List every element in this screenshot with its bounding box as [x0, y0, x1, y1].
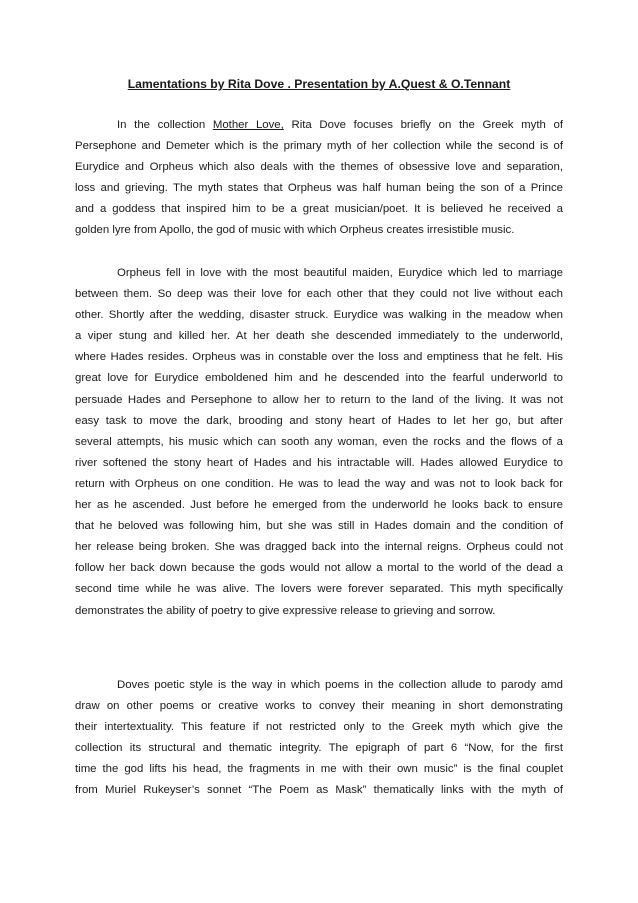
- paragraph-line: time the god lifts his head, the fragments in me with their own music” is the final couplet: [75, 763, 563, 776]
- paragraph-line: easy task to move the dark, brooding and stony heart of Hades to let her go, but after: [75, 414, 563, 427]
- paragraph-line: her release being broken. She was dragged back into the internal reigns. Orpheus could not: [75, 541, 563, 554]
- paragraph-line: river softened the stony heart of Hades and his intractable will. Hades allowed Eurydice to: [75, 456, 563, 469]
- paragraph-line: from Muriel Rukeyser’s sonnet “The Poem as Mask” thematically links with the myth of: [75, 784, 563, 797]
- paragraph-line: golden lyre from Apollo, the god of music with which Orpheus creates irresistible music.: [75, 224, 515, 237]
- paragraph-line: return with Orpheus on one condition. He was to lead the way and was not to look back for: [75, 477, 563, 490]
- paragraph-line: Orpheus fell in love with the most beautiful maiden, Eurydice which led to marriage: [117, 267, 563, 279]
- paragraph-line: Eurydice and Orpheus which also deals with the themes of obsessive love and separation,: [75, 161, 563, 174]
- paragraph-line: their intertextuality. This feature if not restricted only to the Greek myth which give the: [75, 721, 563, 734]
- paragraph-1: [75, 115, 563, 242]
- book-title-mother-love: Mother Love,: [212, 119, 284, 131]
- text-run: In the collection: [117, 119, 213, 131]
- paragraph-line: persuade Hades and Persephone to allow her to return to the land of the living. It was not: [75, 393, 563, 406]
- paragraph-line: second time while he was alive. The lovers were forever separated. This myth specifically: [75, 583, 563, 596]
- paragraph-line: that he beloved was following him, but she was still in Hades domain and the condition of: [75, 520, 563, 533]
- paragraph-line: and a goddess that inspired him to be a great musician/poet. It is believed he received a: [75, 203, 563, 216]
- paragraph-line: follow her back down because the gods would not allow a mortal to the world of the dead a: [75, 562, 563, 575]
- paragraph-2: [75, 263, 563, 622]
- paragraph-line: loss and grieving. The myth states that Orpheus was half human being the son of a Prince: [75, 182, 563, 195]
- paragraph-line: a viper stung and killed her. At her death she descended immediately to the underworld,: [75, 330, 563, 343]
- text-run: Rita Dove focuses briefly on the Greek myth of: [283, 119, 563, 131]
- paragraph-line: Doves poetic style is the way in which poems in the collection allude to parody amd: [117, 679, 563, 691]
- paragraph-line: Persephone and Demeter which is the primary myth of her collection while the second is of: [75, 140, 563, 153]
- paragraph-line: where Hades resides. Orpheus was in constable over the loss and emptiness that he felt. His: [75, 351, 563, 364]
- paragraph-line: other. Shortly after the wedding, disaster struck. Eurydice was walking in the meadow when: [75, 309, 563, 322]
- paragraph-line: great love for Eurydice emboldened him and he descended into the fearful underworld to: [75, 372, 563, 385]
- paragraph-line: draw on other poems or creative works to convey their meaning in short demonstrating: [75, 700, 563, 713]
- paragraph-line: her as he ascended. Just before he emerged from the underworld he looks back to ensure: [75, 499, 563, 512]
- paragraph-line: [75, 115, 563, 136]
- paragraph-line: between them. So deep was their love for each other that they could not live without each: [75, 288, 563, 301]
- page-title: Lamentations by Rita Dove . Presentation by A.Quest & O.Tennant: [127, 77, 511, 91]
- paragraph-line: collection its structural and thematic integrity. The epigraph of part 6 “Now, for the first: [75, 742, 563, 755]
- paragraph-3: [75, 675, 563, 802]
- paragraph-line: demonstrates the ability of poetry to give expressive release to grieving and sorrow.: [75, 604, 496, 617]
- paragraph-line: several attempts, his music which can sooth any woman, even the rocks and the flows of a: [75, 435, 563, 448]
